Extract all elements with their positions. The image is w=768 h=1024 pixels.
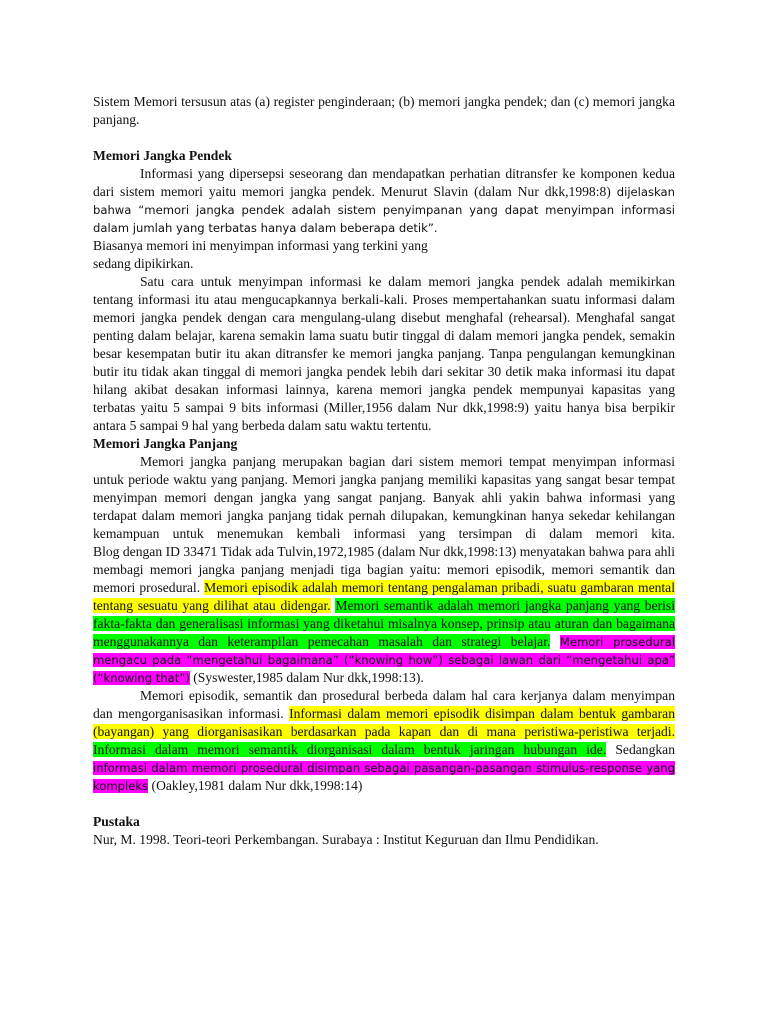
highlight-procedural-storage: informasi dalam memori prosedural disimpan sebagai pasangan-pasangan stimulus-response yang kompleks <box>93 761 675 793</box>
spacer <box>93 129 675 147</box>
paragraph-long-term-1: Memori jangka panjang merupakan bagian dari sistem memori tempat menyimpan informasi untuk periode waktu yang panjang. Memori jangka panjang memiliki kapasitas yang sangat besar tempat menyimpan memori dengan jangka yang sangat panjang. Banyak ahli yakin bahwa informasi yang terdapat dalam memori jangka panjang tidak pernah dilupakan, kemungkinan hanya sekedar kehilangan kemampuan untuk menemukan kembali informasi yang tersimpan di dalam memori kita. <box>93 454 675 541</box>
text-run: Memori episodik, semantik dan prosedural berbeda dalam hal cara kerjanya dalam menyimpan dan mengorganisasikan informasi. <box>93 688 675 721</box>
text-run: Blog dengan ID 33471 Tidak ada Tulvin,1972,1985 (dalam Nur dkk,1998:13) menyatakan bahwa para ahli membagi memori jangka panjang menjadi tiga bagian yaitu: memori episodik, memori semantik dan memori prosedural. <box>93 544 675 595</box>
paragraph-long-term-2 <box>93 543 675 687</box>
text-run: (Syswester,1985 dalam Nur dkk,1998:13). <box>189 670 424 685</box>
intro-paragraph: Sistem Memori tersusun atas (a) register penginderaan; (b) memori jangka pendek; dan (c) memori jangka panjang. <box>93 94 675 127</box>
paragraph-short-term-1-line: Biasanya memori ini menyimpan informasi yang terkini yang <box>93 238 428 253</box>
paragraph-long-term-3 <box>93 687 675 795</box>
highlight-procedural: Memori prosedural mengacu pada “mengetahui bagaimana” (“knowing how”) sebagai lawan dari “mengetahui apa” (“knowing that”) <box>93 635 676 685</box>
text-run: (Oakley,1981 dalam Nur dkk,1998:14) <box>148 778 363 793</box>
heading-short-term-memory: Memori Jangka Pendek <box>93 148 232 163</box>
text-run: Informasi yang dipersepsi seseorang dan mendapatkan perhatian ditransfer ke komponen kedua dari sistem memori yaitu memori jangka pendek. Menurut Slavin (dalam Nur dkk,1998:8) <box>93 166 675 199</box>
text-run: Sedangkan <box>606 742 676 757</box>
heading-references: Pustaka <box>93 814 140 829</box>
paragraph-short-term-2: Satu cara untuk menyimpan informasi ke dalam memori jangka pendek adalah memikirkan tentang informasi itu atau mengucapkannya berkali-kali. Proses mempertahankan suatu informasi dalam memori jangka pendek dengan cara mengulang-ulang disebut menghafal (rehearsal). Menghafal sangat penting dalam belajar, karena semakin lama suatu butir tinggal di dalam memori jangka pendek, semakin besar kesempatan butir itu akan ditransfer ke memori jangka panjang. Tanpa pengulangan kemungkinan butir itu tidak akan tinggal di memori jangka pendek lebih dari sekitar 30 detik maka informasi itu dapat hilang akibat desakan informasi lainnya, karena memori jangka pendek mempunyai kapasitas yang terbatas yaitu 5 sampai 9 bits informasi (Miller,1956 dalam Nur dkk,1998:9) yaitu hanya bisa berpikir antara 5 sampai 9 hal yang berbeda dalam satu waktu tertentu. <box>93 274 675 433</box>
paragraph-short-term-1-end: sedang dipikirkan. <box>93 256 194 271</box>
highlight-episodic: Memori episodik adalah memori tentang pengalaman pribadi, suatu gambaran mental tentang sesuatu yang dilihat atau didengar. <box>93 580 675 613</box>
document-page <box>93 93 675 849</box>
text-run <box>550 634 559 649</box>
quote-run: dijelaskan bahwa “memori jangka pendek adalah sistem penyimpanan yang dapat menyimpan informasi dalam jumlah yang terbatas hanya dalam beberapa detik”. <box>93 185 675 235</box>
heading-long-term-memory: Memori Jangka Panjang <box>93 436 238 451</box>
highlight-semantic: Memori semantik adalah memori jangka panjang yang berisi fakta-fakta dan generalisasi informasi yang diketahui misalnya konsep, prinsip atau aturan dan bagaimana menggunakannya dan keterampilan pemecahan masalah dan strategi belajar. <box>93 598 676 649</box>
highlight-semantic-storage: Informasi dalam memori semantik diorganisasi dalam bentuk jaringan hubungan ide. <box>93 742 607 757</box>
spacer <box>93 795 675 813</box>
highlight-episodic-storage: Informasi dalam memori episodik disimpan dalam bentuk gambaran (bayangan) yang diorganisasikan berdasarkan pada kapan dan di mana peristiwa-peristiwa terjadi. <box>93 706 675 739</box>
paragraph-short-term-1 <box>93 165 675 237</box>
reference-entry: Nur, M. 1998. Teori-teori Perkembangan. Surabaya : Institut Keguruan dan Ilmu Pendidikan. <box>93 832 599 847</box>
